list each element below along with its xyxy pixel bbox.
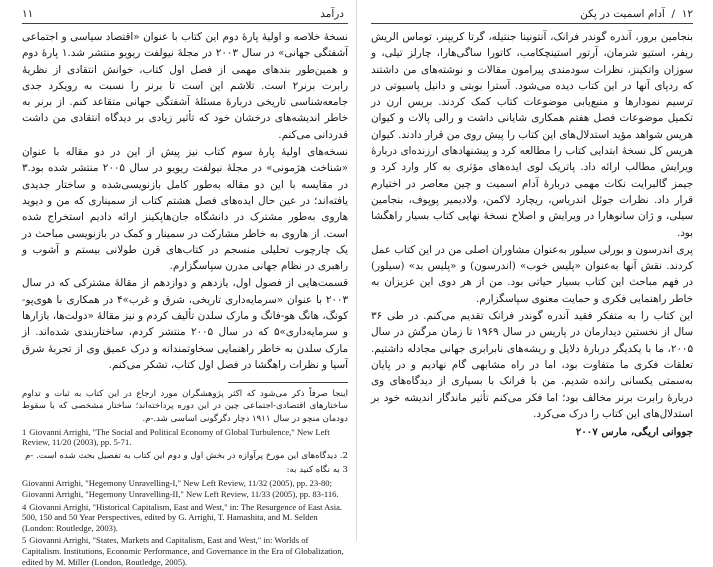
footnote bbox=[22, 502, 348, 534]
running-head-right bbox=[371, 8, 693, 24]
running-head-group: ۱۲ / آدام اسمیت در پکن bbox=[580, 8, 693, 20]
footnote-text: Giovanni Arrighi, "Historical Capitalism, East and West," in: The Resurgence of East Asia. 500, 150 and 50 Year Perspectives, edited by G. Arrighi, T. Hamashita, and M. Selden (London: Routledge, 2003). bbox=[22, 501, 343, 533]
footnote: 2. دیدگاه‌های این مورخ پرآوازه در بخش اول و دوم این کتاب به تفصیل بحث شده است. -م bbox=[25, 451, 348, 462]
header-title: درآمد bbox=[320, 8, 344, 20]
right-page bbox=[357, 0, 713, 541]
footnote-text: به نگاه کنید به: bbox=[286, 465, 340, 476]
footnote-number: 4 bbox=[22, 501, 27, 512]
page-number: ۱۱ bbox=[22, 8, 34, 20]
body-text-left bbox=[22, 29, 348, 373]
author-signature: جووانی اریگی، مارس ۲۰۰۷ bbox=[575, 426, 693, 439]
paragraph: این کتاب را به متفکر فقید آندره گوندر فرانک تقدیم می‌کنم. در طی ۳۶ سال از نخستین دیدارمان در پاریس در سال ۱۹۶۹ تا زمان مرگش در سال ۲۰۰۵، ما با یکدیگر دربارهٔ دلایل و ریشه‌های نابرابری جهانی مجادله داشتیم. تعلقات فکری ما متفاوت بود، اما در راه مشابهی گام نهادیم و در پایان به‌سمتی یکسانی رانده شدیم. من با فرانک با بسیاری از دیدگاه‌های وی دربارهٔ رابرت برنر مخالف بود؛ اما فکر می‌کنم تأثیر ماندگار اندیشه خود بر استدلال‌های این کتاب را درک می‌کرد. bbox=[371, 310, 694, 420]
footnote bbox=[22, 464, 348, 476]
footnote-text: Giovanni Arrighi, "The Social and Political Economy of Global Turbulence," New Left Review, 11/20 (2003), pp. 5-71. bbox=[22, 426, 330, 448]
page-number: ۱۲ bbox=[681, 8, 693, 20]
footnote bbox=[22, 535, 348, 567]
footnote bbox=[22, 478, 348, 499]
paragraph: نسخه‌های اولیهٔ پارهٔ سوم کتاب نیز پیش از این در دو مقاله با عنوان «شناخت هژمونی» در مجلهٔ نیولفت ریویو در سال ۲۰۰۵ منتشر شده بود.۳ در مقایسه با این دو مقاله به‌طور کامل بازنویسی‌شده و ساختار جدیدی یافته‌اند؛ در عین حال ایده‌های فصل هشتم کتاب از سمیناری که من و دیوید هاروی به‌طور مشترک در دانشگاه جان‌هاپکینز ارائه دادیم استخراج شده است. از هاروی به خاطر مشارکت در سمینار و کمک در بازنویسی مباحث در یک چارچوب تحلیلی منسجم در کتاب‌های قرن طولانی بیستم و آشوب و راهبری در نظام جهانی مدرن سپاسگزارم. bbox=[22, 146, 348, 273]
paragraph: قسمت‌هایی از فصول اول، یازدهم و دوازدهم از مقالهٔ مشترکی که در سال ۲۰۰۳ با عنوان «سرمایه‌داری تاریخی، شرق و غرب»۴ در همکاری با هوی‌پو-کونگ، هانگ هو-فانگ و مارک سلدن تألیف کردم و نیز مقالهٔ «دولت‌ها، بازارها و سرمایه‌داری»۵ که در سال ۲۰۰۵ منتشر کردم، ساختاربندی شده‌اند. از مارک سلدن به خاطر راهنمایی سخاوتمندانه و درک عمیق وی از تجربهٔ شرق آسیا و نظرات راهگشا در فصل اول کتاب، تشکر می‌کنم. bbox=[22, 277, 349, 371]
footnote-text: Giovanni Arrighi, "States, Markets and Capitalism, East and West," in: Worlds of Capitalism. Institutions, Economic Performance, and Governance in the Era of Globalization, edited by M. Miller (London, Routledge, 2005). bbox=[22, 535, 344, 567]
header-title: آدام اسمیت در پکن bbox=[580, 8, 665, 20]
running-head-left bbox=[22, 8, 348, 24]
footnote-rule bbox=[228, 382, 348, 383]
footnote-text: دیدگاه‌های این مورخ پرآوازه در بخش اول و دوم این کتاب به تفصیل بحث شده است. -م bbox=[25, 451, 338, 462]
left-page bbox=[0, 0, 356, 567]
body-text-right bbox=[371, 29, 693, 422]
footnote-number: 5 bbox=[22, 535, 27, 546]
paragraph: بنجامین برور، آندره گوندر فرانک، آنتونینا جنتیله، گرتا کریپنر، توماس الریش ریفر، استیو شرمان، آرتور استینچکامب، کاتورا ساگی‌هارا، چارلز تیلی، و سوزان واتکینز، نظرات سودمندی پیرامون مقالات و نوشته‌های من داشتند که ردپای آنها در این کتاب دیده می‌شود. آسترا بوبتی و دانیل پاسیوتی در ترسیم نمودارها و منبع‌یابی موضوعات کتاب کمک کردند. بریس ارن در تکمیل موضوعات فصل هفتم همکاری شایانی داشت و رالی پالات و کیوان هریس شواهد مؤید استدلال‌های این کتاب را پیش روی من قرار دادند. کیوان هریس کل نسخهٔ ابتدایی کتاب را مطالعه کرد و پیشنهادهای ارزنده‌ای دربارهٔ ویرایش مطالب ارائه داد. پاتریک لوی ایده‌های مؤثری به کار وارد کرد و جیمز گالبرایت نکات مهمی دربارهٔ آدام اسمیت و چین معاصر در اختیارم قرار داد. نظرات جوئل اندریاس، ریچارد لاکمن، ولادیمیر پوپوف، بنجامین سیلی، و ژان سانوهارا در ویرایش و اصلاح نسخهٔ نهایی کتاب بسیار راهگشا بود. bbox=[371, 31, 693, 239]
footnote-number: 2 bbox=[342, 451, 348, 462]
footnote-number: 3 bbox=[342, 465, 348, 476]
paragraph: پری اندرسون و بورلی سیلور به‌عنوان مشاوران اصلی من در این کتاب عمل کردند. نقش آنها به‌عنوان «پلیس خوب» (اندرسون) و «پلیس بد» (سیلور) در فهم مباحث این کتاب بسیار حیاتی بود. من از هر دوی این عزیزان به خاطر راهنمایی فکری و حمایت معنوی سپاسگزارم. bbox=[371, 243, 693, 305]
footnote-text: Giovanni Arrighi, "Hegemony Unravelling-I," New Left Review, 11/32 (2005), pp. 23-80; Giovanni Arrighi, "Hegemony Unravelling-II," New Left Review, 11/33 (2005), pp. 83-116. bbox=[22, 478, 339, 500]
footnote-number: 1 bbox=[22, 426, 27, 437]
footnote bbox=[22, 427, 348, 448]
paragraph: نسخهٔ خلاصه و اولیهٔ پارهٔ دوم این کتاب با عنوان «اقتصاد سیاسی و اجتماعی آشفتگی جهانی» در سال ۲۰۰۳ در مجلهٔ نیولفت ریویو منتشر شد.۱ پارهٔ دوم و همین‌طور بندهای مهمی از فصل اول کتاب، خوانش انتقادی از نظریهٔ رابرت برنر۲ است. تلاشم این است تا برنر را نسبت به رویکرد جدی جامعه‌شناسی تاریخی دربارهٔ مسئلهٔ آشفتگی جهانی متقاعد کنم. از برنر به خاطر اندیشه‌های درخشان خود که تأثیر زیادی بر دیدگاه انتقادی من داشت قدردانی می‌کنم. bbox=[22, 31, 348, 141]
footnote-persian: اینجا صرفاً ذکر می‌شود که اکثر پژوهشگران مورد ارجاع در این کتاب به ثبات و تداوم ساختارهای اقتصادی-اجتماعی چین در این دوره پرداخته‌اند؛ ساختار مشخصی که با سقوط دودمان منچو در سال ۱۹۱۱ دچار دگرگونی اساسی شد.-م. bbox=[22, 389, 348, 424]
